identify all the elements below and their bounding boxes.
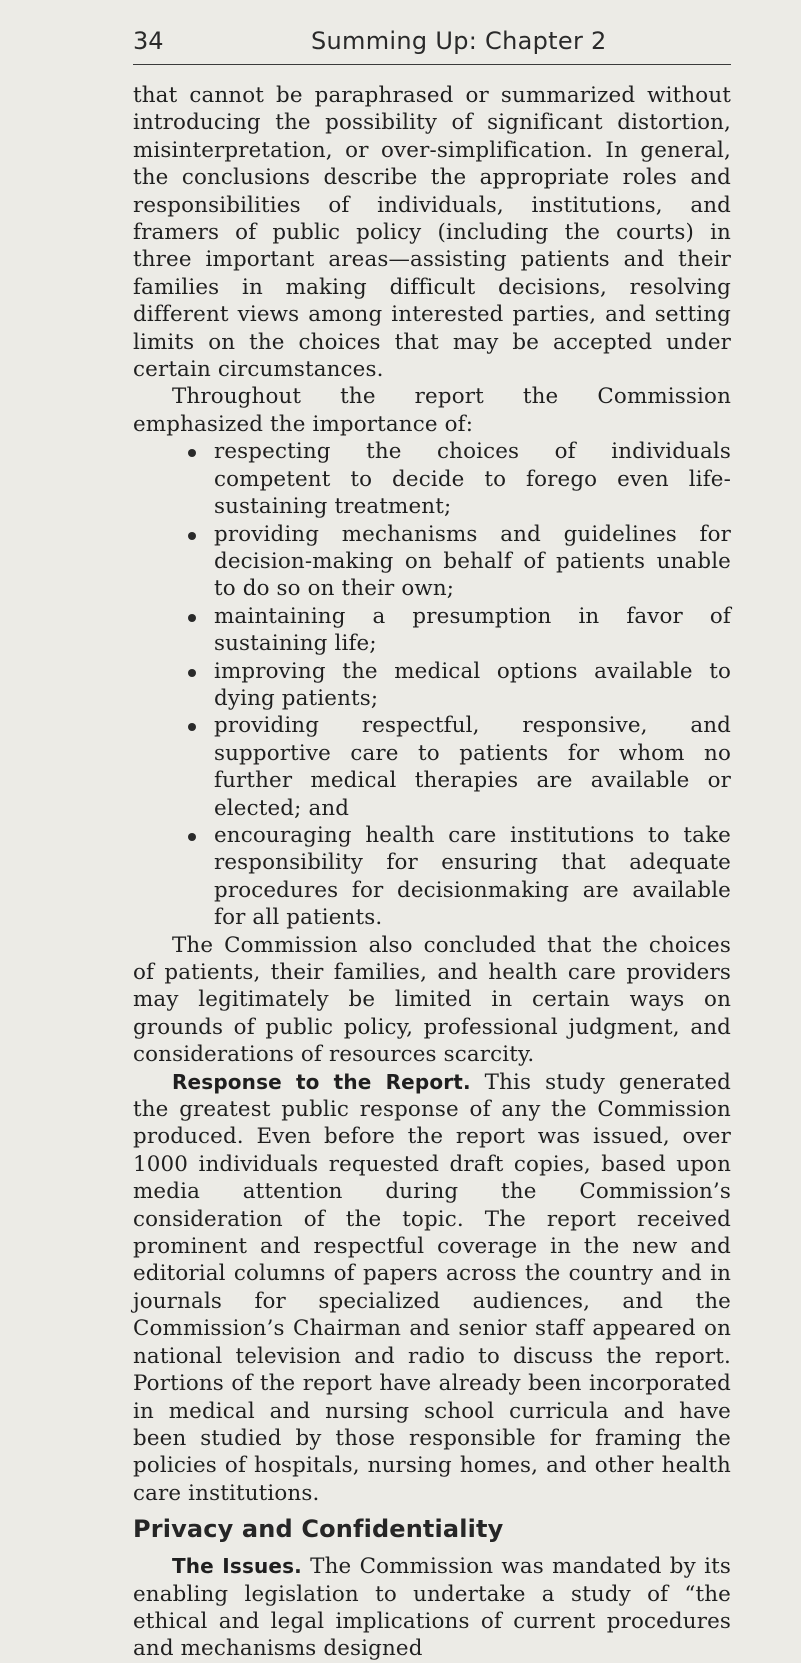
page-body	[133, 82, 731, 1663]
bullet-icon	[188, 532, 196, 540]
runin-heading: The Issues.	[172, 1554, 302, 1579]
list-item	[214, 603, 731, 658]
list-item-text: improving the medical options available to dying patients;	[214, 658, 731, 711]
bullet-icon	[188, 449, 196, 457]
bullet-icon	[188, 833, 196, 841]
paragraph-conclusion: The Commission also concluded that the choices of patients, their families, and health care providers may legitimately be limited in certain ways on grounds of public policy, professional judgment, and considerations of resources scarcity.	[133, 932, 731, 1068]
paragraph-intro: Throughout the report the Commission emphasized the importance of:	[133, 384, 731, 437]
paragraph-issues	[133, 1553, 731, 1663]
bullet-icon	[188, 614, 196, 622]
list-item	[214, 658, 731, 713]
page-header	[133, 20, 731, 65]
paragraph-text: The Commission was mandated by its enabling legislation to undertake a study of “the ethical and legal implications of current procedures and mechanisms designed	[133, 1554, 731, 1662]
page-number: 34	[133, 27, 164, 55]
paragraph-response	[133, 1069, 731, 1508]
bullet-icon	[188, 669, 196, 677]
paragraph-text: This study generated the greatest public response of any the Commission produced. Even before the report was issued, over 1000 individuals requested draft copies, based upon media attention during the Commission’s consideration of the topic. The report received prominent and respectful coverage in the new and editorial columns of papers across the country and in journals for specialized audiences, and the Commission’s Chairman and senior staff appeared on national television and radio to discuss the report. Portions of the report have already been incorporated in medical and nursing school curricula and have been studied by those responsible for framing the policies of hospitals, nursing homes, and other health care institutions.	[133, 1069, 731, 1506]
list-item	[214, 438, 731, 520]
list-item-text: providing mechanisms and guidelines for decision-making on behalf of patients unable to do so on their own;	[214, 521, 731, 602]
list-item	[214, 822, 731, 932]
paragraph-continued: that cannot be paraphrased or summarized without introducing the possibility of significant distortion, misinterpretation, or over-simplification. In general, the conclusions describe the appropriate roles and responsibilities of individuals, institutions, and framers of public policy (including the courts) in three important areas—assisting patients and their families in making difficult decisions, resolving different views among interested parties, and setting limits on the choices that may be accepted under certain circumstances.	[133, 83, 731, 383]
list-item	[214, 521, 731, 603]
list-item	[214, 712, 731, 822]
bullet-list	[133, 438, 731, 931]
list-item-text: providing respectful, responsive, and supportive care to patients for whom no further medical therapies are available or elected; and	[214, 713, 731, 821]
running-title: Summing Up: Chapter 2	[311, 27, 607, 55]
runin-heading: Response to the Report.	[172, 1069, 471, 1094]
list-item-text: respecting the choices of individuals competent to decide to forego even life-sustaining treatment;	[214, 439, 731, 520]
list-item-text: maintaining a presumption in favor of sustaining life;	[214, 603, 731, 657]
section-heading: Privacy and Confidentiality	[133, 1515, 504, 1544]
bullet-icon	[188, 723, 196, 731]
list-item-text: encouraging health care institutions to take responsibility for ensuring that adequate procedures for decisionmaking are available for all patients.	[214, 822, 731, 931]
